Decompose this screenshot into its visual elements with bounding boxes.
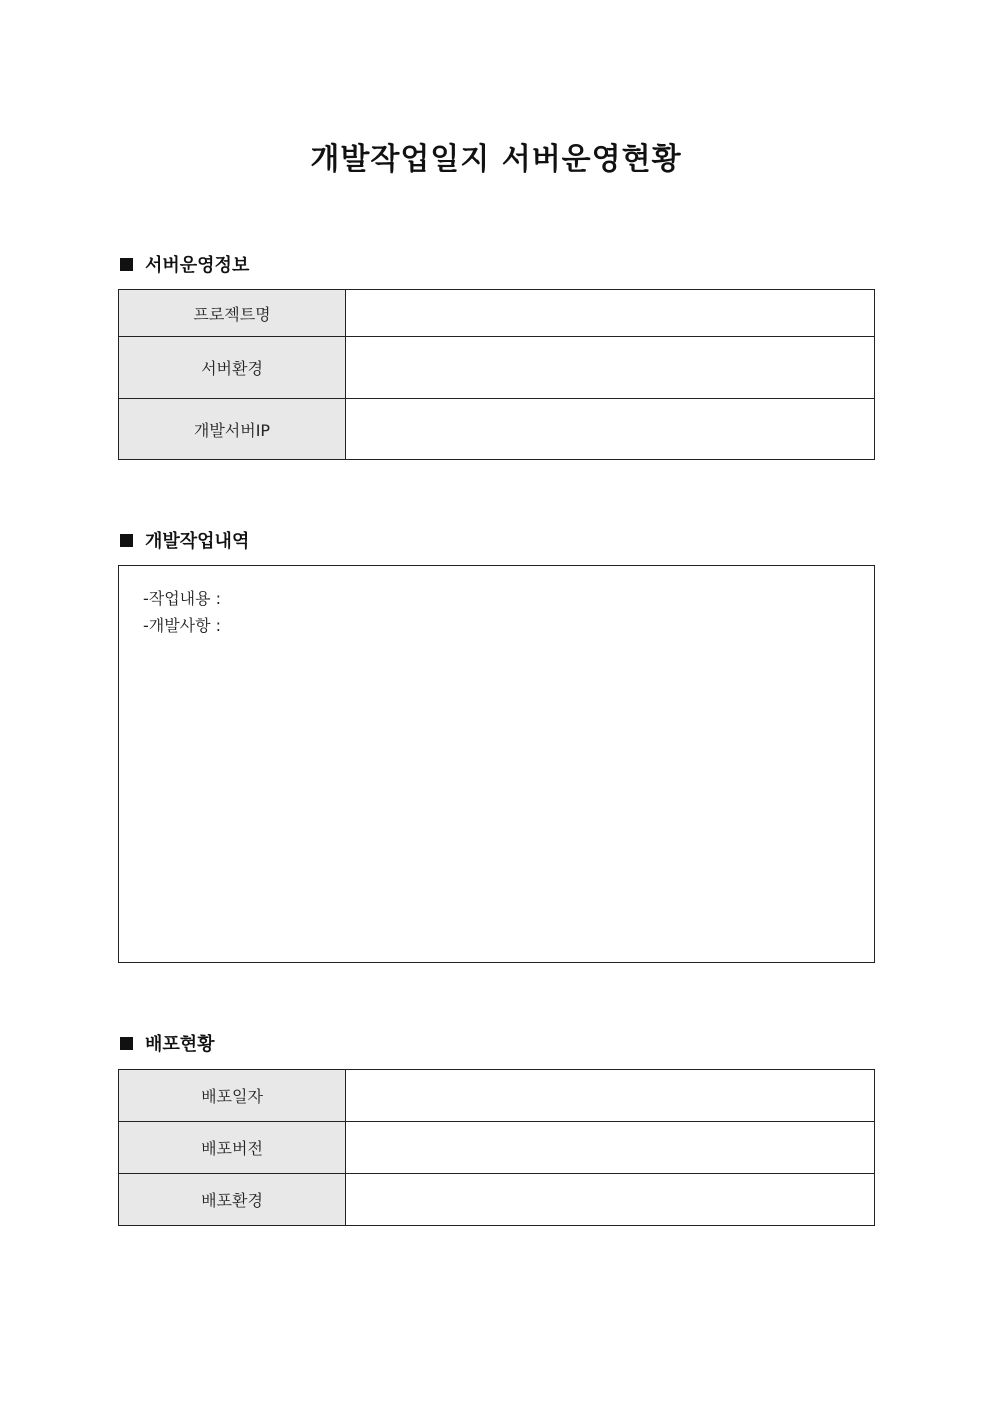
work-details-heading-text: 개발작업내역 [145, 531, 250, 552]
deploy-date-field[interactable] [346, 1070, 875, 1122]
deploy-date-label: 배포일자 [119, 1070, 346, 1122]
server-info-heading [120, 252, 249, 276]
project-name-field[interactable] [346, 290, 875, 337]
server-env-field[interactable] [346, 337, 875, 399]
table-row [119, 1070, 875, 1122]
work-details-box[interactable] [118, 565, 875, 963]
table-row [119, 337, 875, 399]
dev-server-ip-label: 개발서버IP [119, 399, 346, 460]
document-title: 개발작업일지 서버운영현황 [310, 142, 682, 177]
server-env-label: 서버환경 [119, 337, 346, 399]
table-row [119, 1174, 875, 1226]
deploy-version-field[interactable] [346, 1122, 875, 1174]
server-info-heading-text: 서버운영정보 [145, 255, 250, 276]
work-content-line: -작업내용 : [143, 589, 222, 608]
bullet-square-icon [120, 534, 133, 547]
deploy-env-label: 배포환경 [119, 1174, 346, 1226]
deployment-heading [120, 1031, 215, 1055]
work-details-heading [120, 528, 249, 552]
bullet-square-icon [120, 1037, 133, 1050]
bullet-square-icon [120, 258, 133, 271]
deploy-version-label: 배포버전 [119, 1122, 346, 1174]
dev-server-ip-field[interactable] [346, 399, 875, 460]
table-row [119, 290, 875, 337]
table-row [119, 1122, 875, 1174]
work-details-lines [143, 585, 221, 639]
deploy-env-field[interactable] [346, 1174, 875, 1226]
server-info-table [118, 289, 875, 460]
project-name-label: 프로젝트명 [119, 290, 346, 337]
deployment-table [118, 1069, 875, 1226]
dev-items-line: -개발사항 : [143, 616, 222, 635]
table-row [119, 399, 875, 460]
deployment-heading-text: 배포현황 [145, 1034, 215, 1055]
